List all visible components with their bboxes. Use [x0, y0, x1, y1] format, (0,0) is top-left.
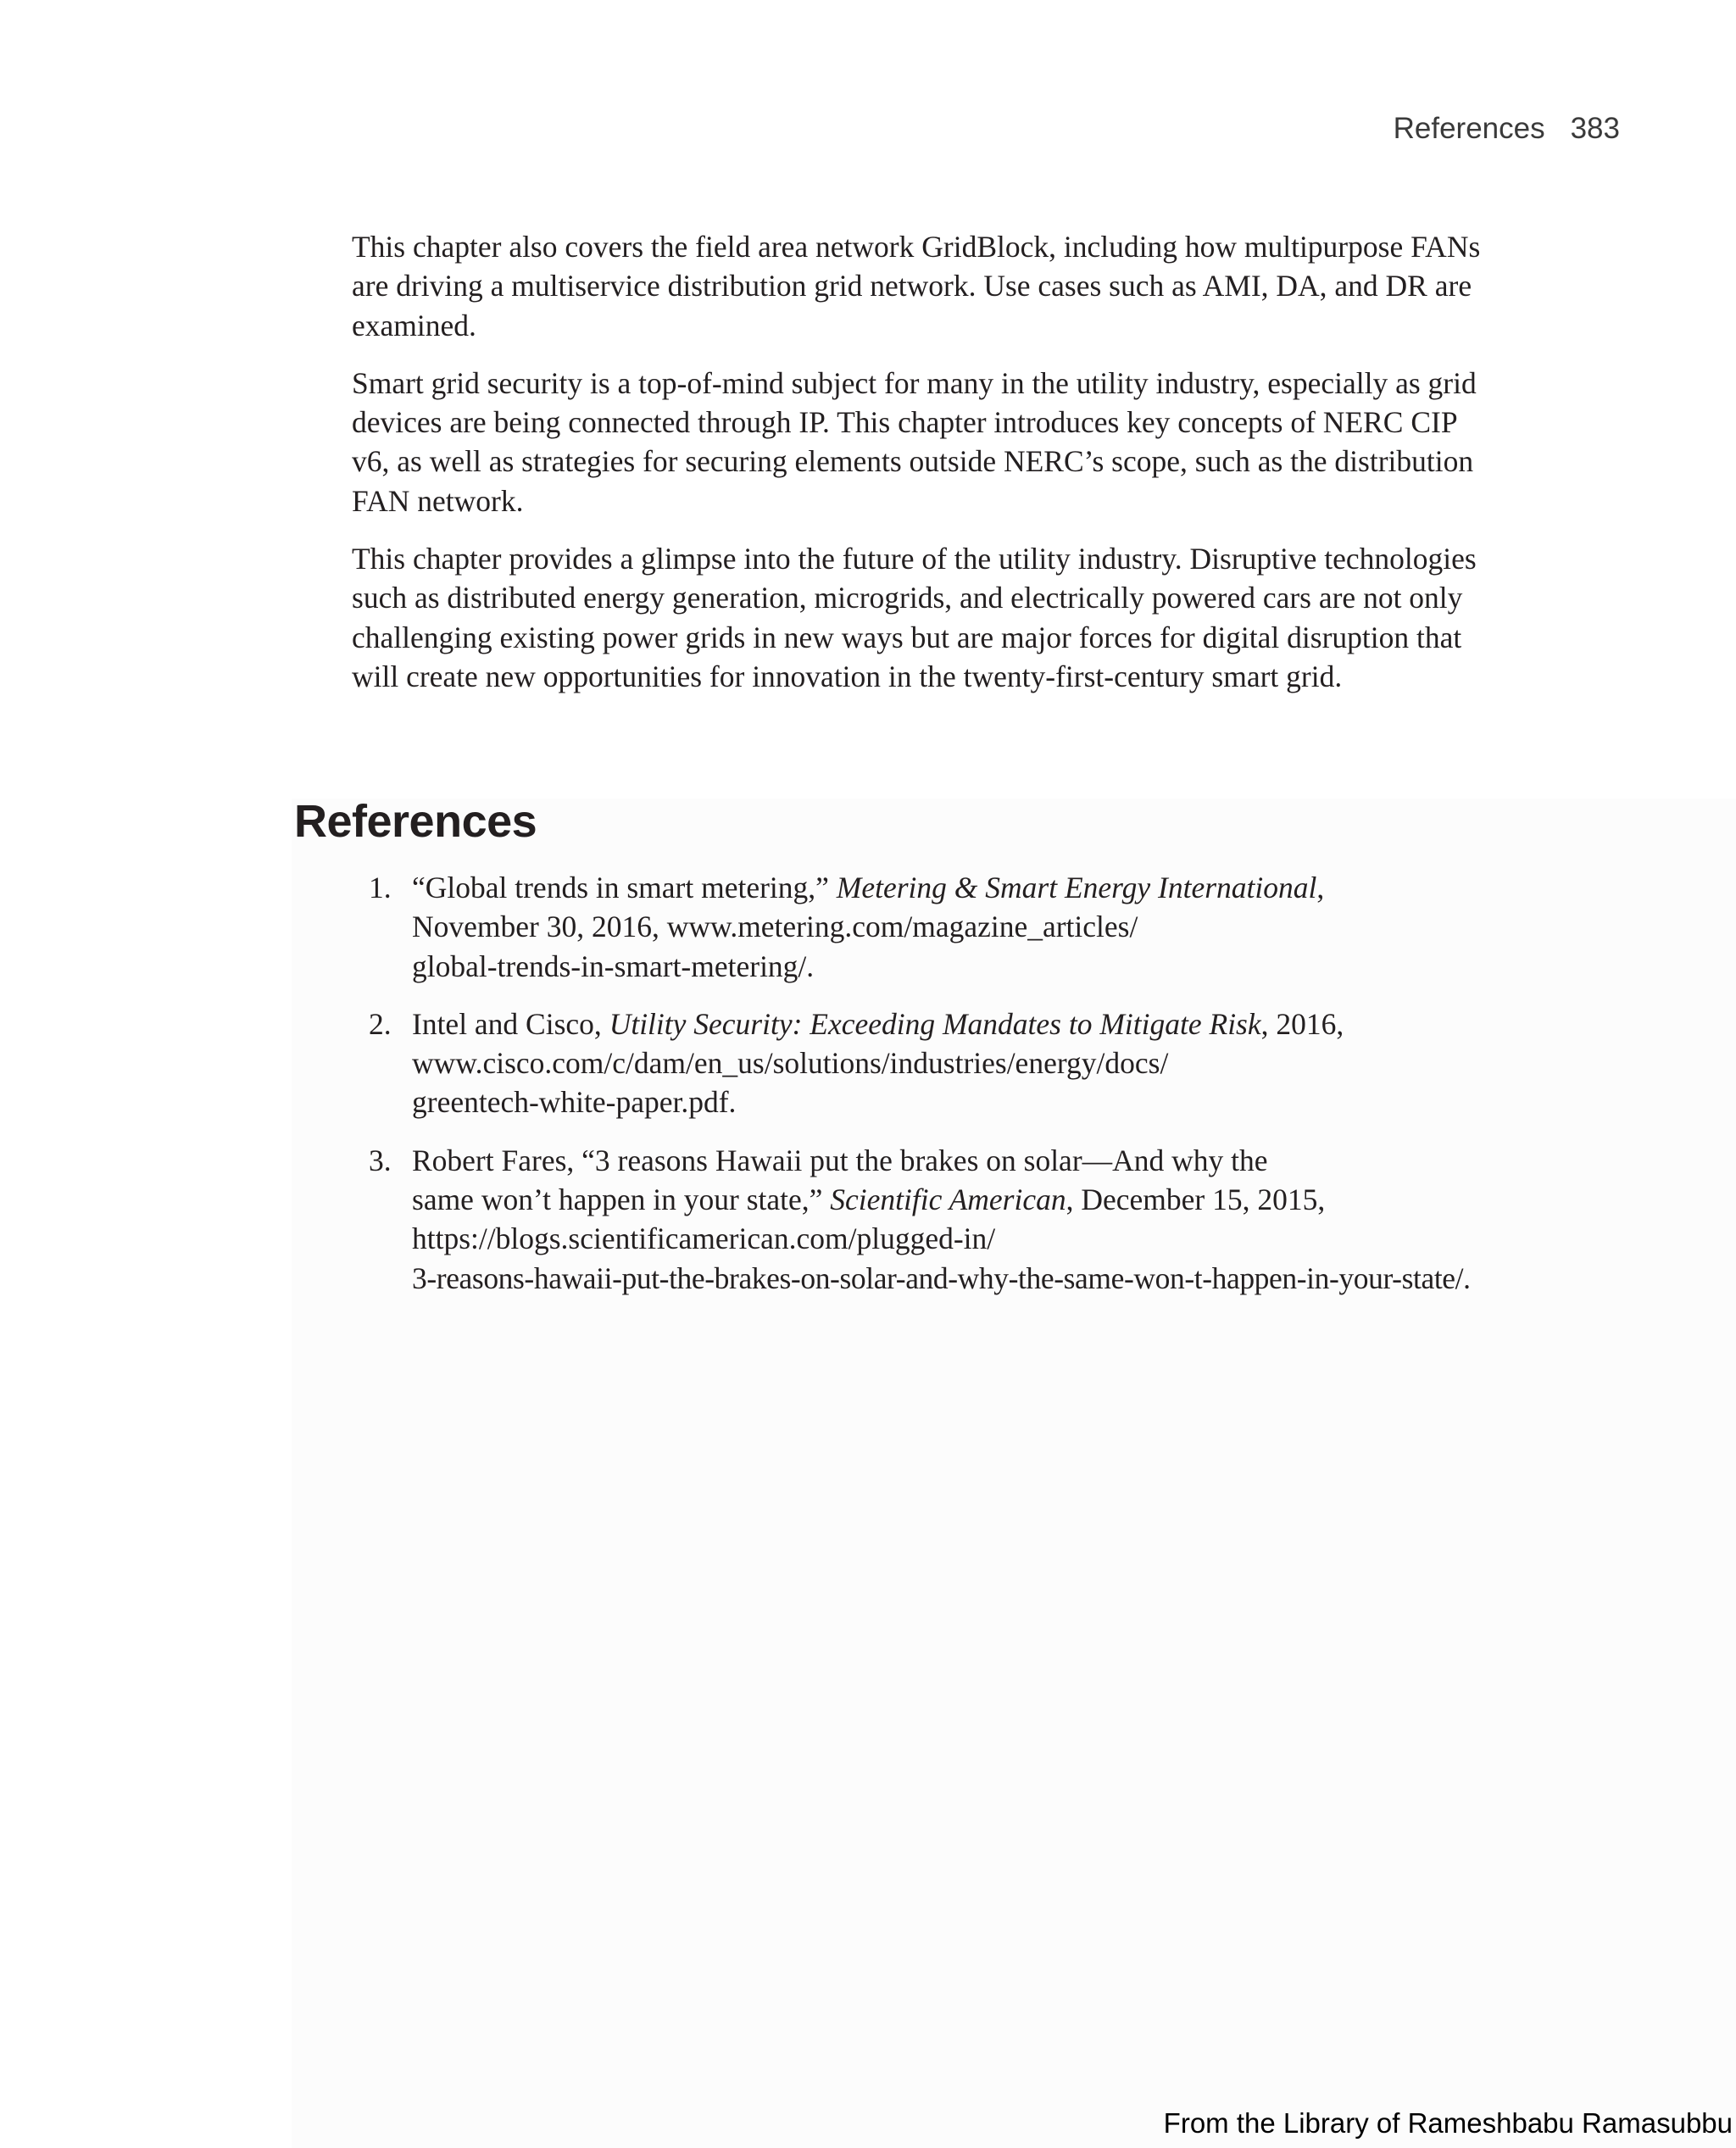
page-number: 383 — [1570, 112, 1620, 145]
reference-line: 3-reasons-hawaii-put-the-brakes-on-solar-and-why-the-same-won-t-happen-in-your-state/. — [412, 1260, 1471, 1295]
reference-text: , — [1316, 871, 1325, 904]
reference-list — [352, 868, 1538, 1316]
reference-text: , December 15, 2015, — [1066, 1183, 1326, 1217]
reference-line: global-trends-in-smart-metering/. — [412, 949, 815, 983]
reference-text: , 2016, — [1260, 1006, 1344, 1041]
references-heading: References — [294, 796, 537, 847]
reference-item — [352, 1004, 1538, 1122]
reference-text: Intel and Cisco, — [412, 1006, 609, 1041]
reference-number: 3. — [369, 1143, 392, 1177]
paragraph: This chapter provides a glimpse into the future of the utility industry. Disruptive technologies such as distributed energy generation, microgrids, and electrically powered cars are not only challenging existing power grids in new ways but are major forces for digital disruption that will create new opportunities for innovation in the twenty-first-century smart grid. — [352, 542, 1477, 693]
reference-publication: Metering & Smart Energy International — [836, 871, 1317, 904]
reference-line: https://blogs.scientificamerican.com/plugged-in/ — [412, 1221, 996, 1256]
paragraph: This chapter also covers the field area network GridBlock, including how multipurpose FANs are driving a multiservice distribution grid network. Use cases such as AMI, DA, and DR are examined. — [352, 230, 1481, 342]
running-head-title: References — [1393, 112, 1545, 145]
reference-line — [412, 1180, 1538, 1219]
reference-text: same won’t happen in your state,” — [412, 1183, 831, 1217]
reference-number: 2. — [369, 1006, 392, 1041]
reference-text: “Global trends in smart metering,” — [412, 871, 837, 904]
reference-line: www.cisco.com/c/dam/en_us/solutions/industries/energy/docs/ — [412, 1046, 1169, 1081]
reference-line: November 30, 2016, www.metering.com/magazine_articles/ — [412, 910, 1138, 944]
body-text — [352, 227, 1488, 715]
paragraph: Smart grid security is a top-of-mind subject for many in the utility industry, especially as grid devices are being connected through IP. This chapter introduces key concepts of NERC CIP v6, as well as strategies for securing elements outside NERC’s scope, such as the distribution FAN network. — [352, 365, 1477, 518]
reference-line: Robert Fares, “3 reasons Hawaii put the brakes on solar—And why the — [412, 1143, 1268, 1177]
reference-publication: Scientific American — [830, 1183, 1066, 1217]
library-footer: From the Library of Rameshbabu Ramasubbu — [1163, 2107, 1733, 2139]
reference-line — [412, 868, 1538, 907]
reference-publication: Utility Security: Exceeding Mandates to Mitigate Risk — [609, 1006, 1261, 1041]
reference-line: greentech-white-paper.pdf. — [412, 1085, 737, 1120]
reference-item — [352, 868, 1538, 986]
running-head — [1394, 112, 1620, 146]
reference-line — [412, 1004, 1538, 1043]
reference-number: 1. — [369, 871, 392, 904]
reference-item — [352, 1141, 1538, 1298]
